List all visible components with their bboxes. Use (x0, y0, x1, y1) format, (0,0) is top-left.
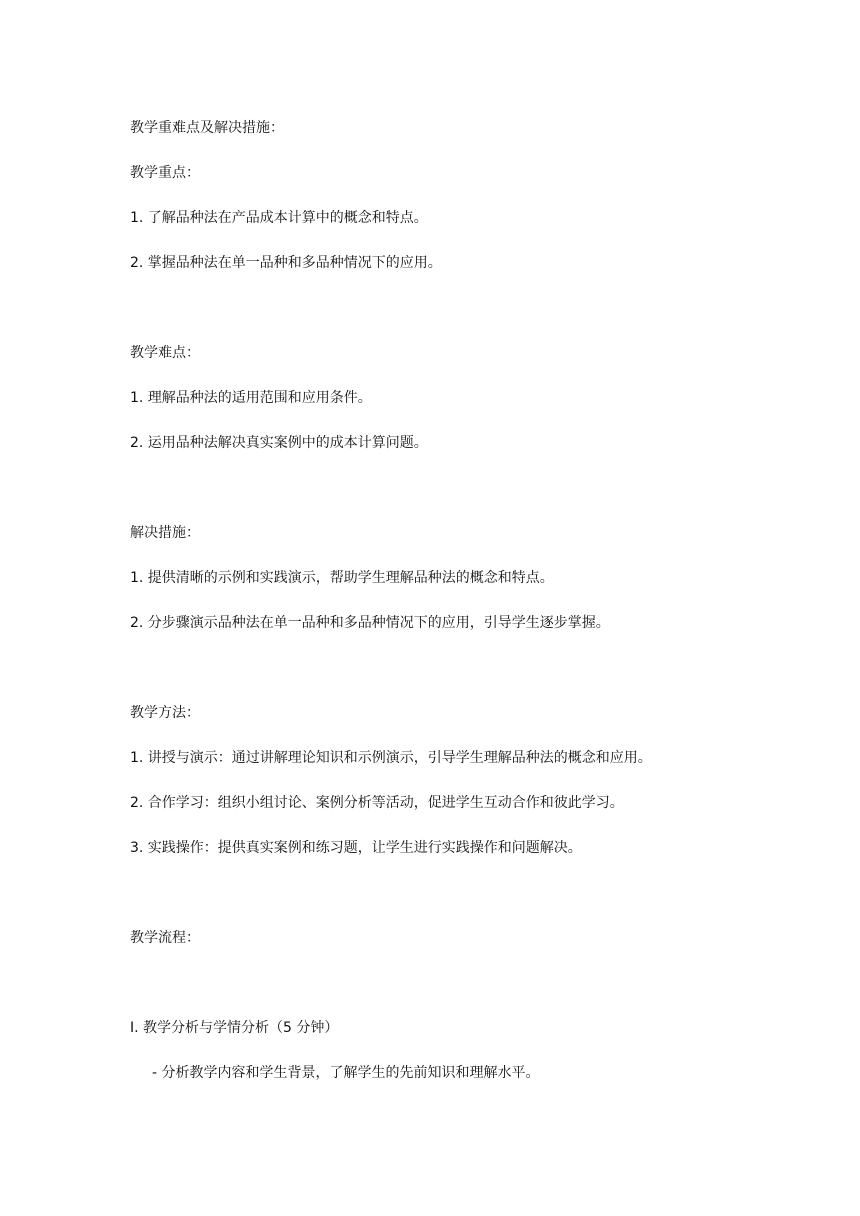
key-points-label: 教学重点： (130, 165, 200, 181)
process-section-bullet: - 分析教学内容和学生背景，了解学生的先前知识和理解水平。 (152, 1065, 540, 1081)
document-heading: 教学重难点及解决措施： (130, 120, 284, 136)
solutions-label: 解决措施： (130, 525, 200, 541)
solution-item-1: 1. 提供清晰的示例和实践演示，帮助学生理解品种法的概念和特点。 (130, 570, 554, 586)
key-point-item-2: 2. 掌握品种法在单一品种和多品种情况下的应用。 (130, 255, 442, 271)
difficult-points-label: 教学难点： (130, 345, 200, 361)
difficult-point-item-2: 2. 运用品种法解决真实案例中的成本计算问题。 (130, 435, 428, 451)
method-item-1: 1. 讲授与演示：通过讲解理论知识和示例演示，引导学生理解品种法的概念和应用。 (130, 750, 652, 766)
method-item-3: 3. 实践操作：提供真实案例和练习题，让学生进行实践操作和问题解决。 (130, 840, 582, 856)
method-item-2: 2. 合作学习：组织小组讨论、案例分析等活动，促进学生互动合作和彼此学习。 (130, 795, 624, 811)
process-section-title: I. 教学分析与学情分析（5 分钟） (130, 1020, 339, 1036)
process-label: 教学流程： (130, 930, 200, 946)
key-point-item-1: 1. 了解品种法在产品成本计算中的概念和特点。 (130, 210, 428, 226)
difficult-point-item-1: 1. 理解品种法的适用范围和应用条件。 (130, 390, 372, 406)
solution-item-2: 2. 分步骤演示品种法在单一品种和多品种情况下的应用，引导学生逐步掌握。 (130, 615, 610, 631)
methods-label: 教学方法： (130, 705, 200, 721)
